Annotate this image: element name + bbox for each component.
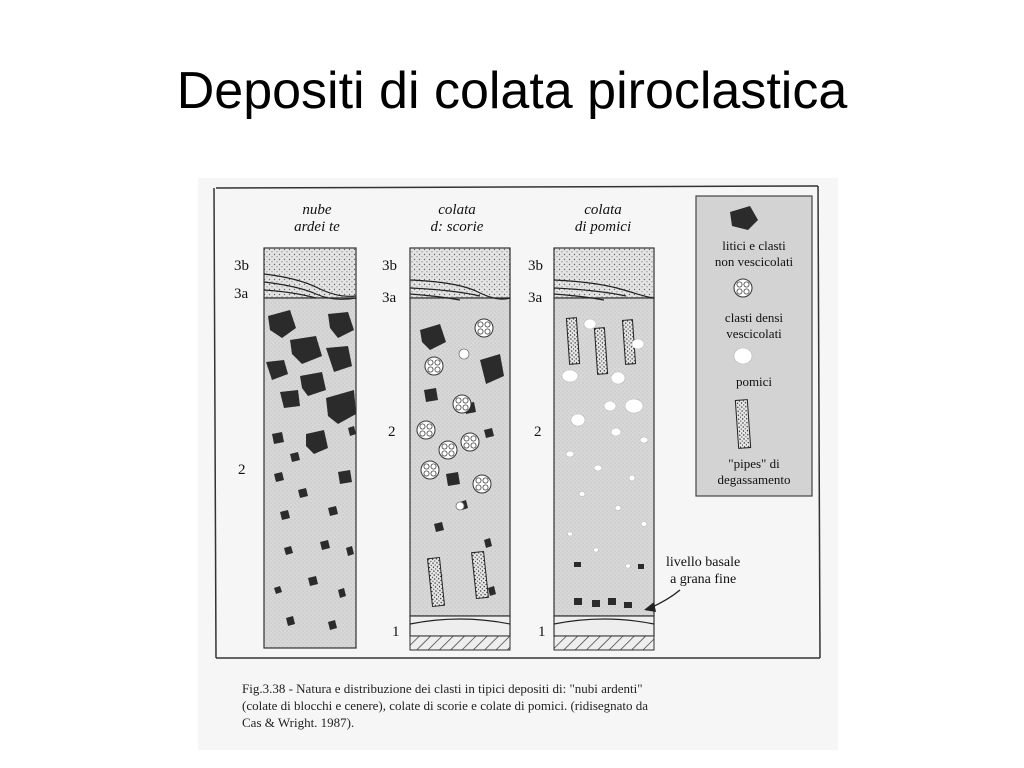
caption-line: Fig.3.38 - Natura e distribuzione dei clasti in tipici depositi di: "nubi ardenti": [242, 681, 643, 696]
figure-columns: [198, 178, 838, 750]
column-heading-2: [412, 202, 502, 236]
annotation-line: a grana fine: [670, 572, 737, 587]
substrate-hatch: [410, 636, 510, 650]
layer-label-3b: 3b: [234, 258, 249, 274]
layer-label-3a: 3a: [528, 290, 543, 306]
frame-top-line: [216, 186, 818, 188]
legend-line: litici e clasti: [722, 238, 786, 253]
column-colata-scorie: [410, 248, 510, 650]
legend-line: "pipes" di: [728, 456, 780, 471]
slide-title: Depositi di colata piroclastica: [176, 62, 848, 120]
caption-line: Cas & Wright. 1987).: [242, 715, 355, 730]
layer-3b: [264, 248, 356, 298]
figure-caption: [242, 680, 802, 731]
column-heading-1: [272, 202, 362, 236]
pumice-icon: [734, 348, 752, 364]
heading-line: di pomici: [574, 219, 632, 235]
dense-vesicular-clast-icon: [734, 279, 752, 297]
frame-left-line: [214, 188, 216, 658]
layer-label-2: 2: [238, 462, 246, 478]
layer-label-3a: 3a: [382, 290, 397, 306]
layer-3b: [410, 248, 510, 298]
annotation-line: livello basale: [666, 555, 741, 570]
heading-line: d: scorie: [430, 219, 484, 235]
legend-line: pomici: [735, 374, 773, 389]
heading-line: nube: [302, 202, 332, 218]
legend-line: non vescicolati: [714, 254, 794, 269]
layer-label-2: 2: [534, 424, 542, 440]
column-heading-3: [558, 202, 648, 236]
legend-line: vescicolati: [726, 326, 782, 341]
layer-label-1: 1: [538, 624, 546, 640]
layer-label-3a: 3a: [234, 286, 249, 302]
legend-label-lithics: [698, 238, 810, 270]
layer-label-3b: 3b: [382, 258, 397, 274]
basal-layer-annotation: [666, 554, 740, 588]
legend-label-pumice: [698, 374, 810, 390]
layer-3b: [554, 248, 654, 298]
layer-2: [410, 298, 510, 616]
layer-label-2: 2: [388, 424, 396, 440]
layer-label-1: 1: [392, 624, 400, 640]
legend-label-dense-vesicular: [698, 310, 810, 342]
column-colata-pomici: [554, 248, 680, 650]
legend-line: degassamento: [717, 472, 791, 487]
legend-label-pipes: [698, 456, 810, 488]
heading-line: colata: [584, 202, 622, 218]
caption-line: (colate di blocchi e cenere), colate di scorie e colate di pomici. (ridisegnato da: [242, 698, 649, 713]
frame-right-line: [818, 186, 820, 658]
heading-line: ardei te: [294, 219, 340, 235]
legend-line: clasti densi: [724, 310, 784, 325]
column-nube-ardente: [264, 248, 356, 648]
heading-line: colata: [438, 202, 476, 218]
substrate-hatch: [554, 636, 654, 650]
layer-label-3b: 3b: [528, 258, 543, 274]
